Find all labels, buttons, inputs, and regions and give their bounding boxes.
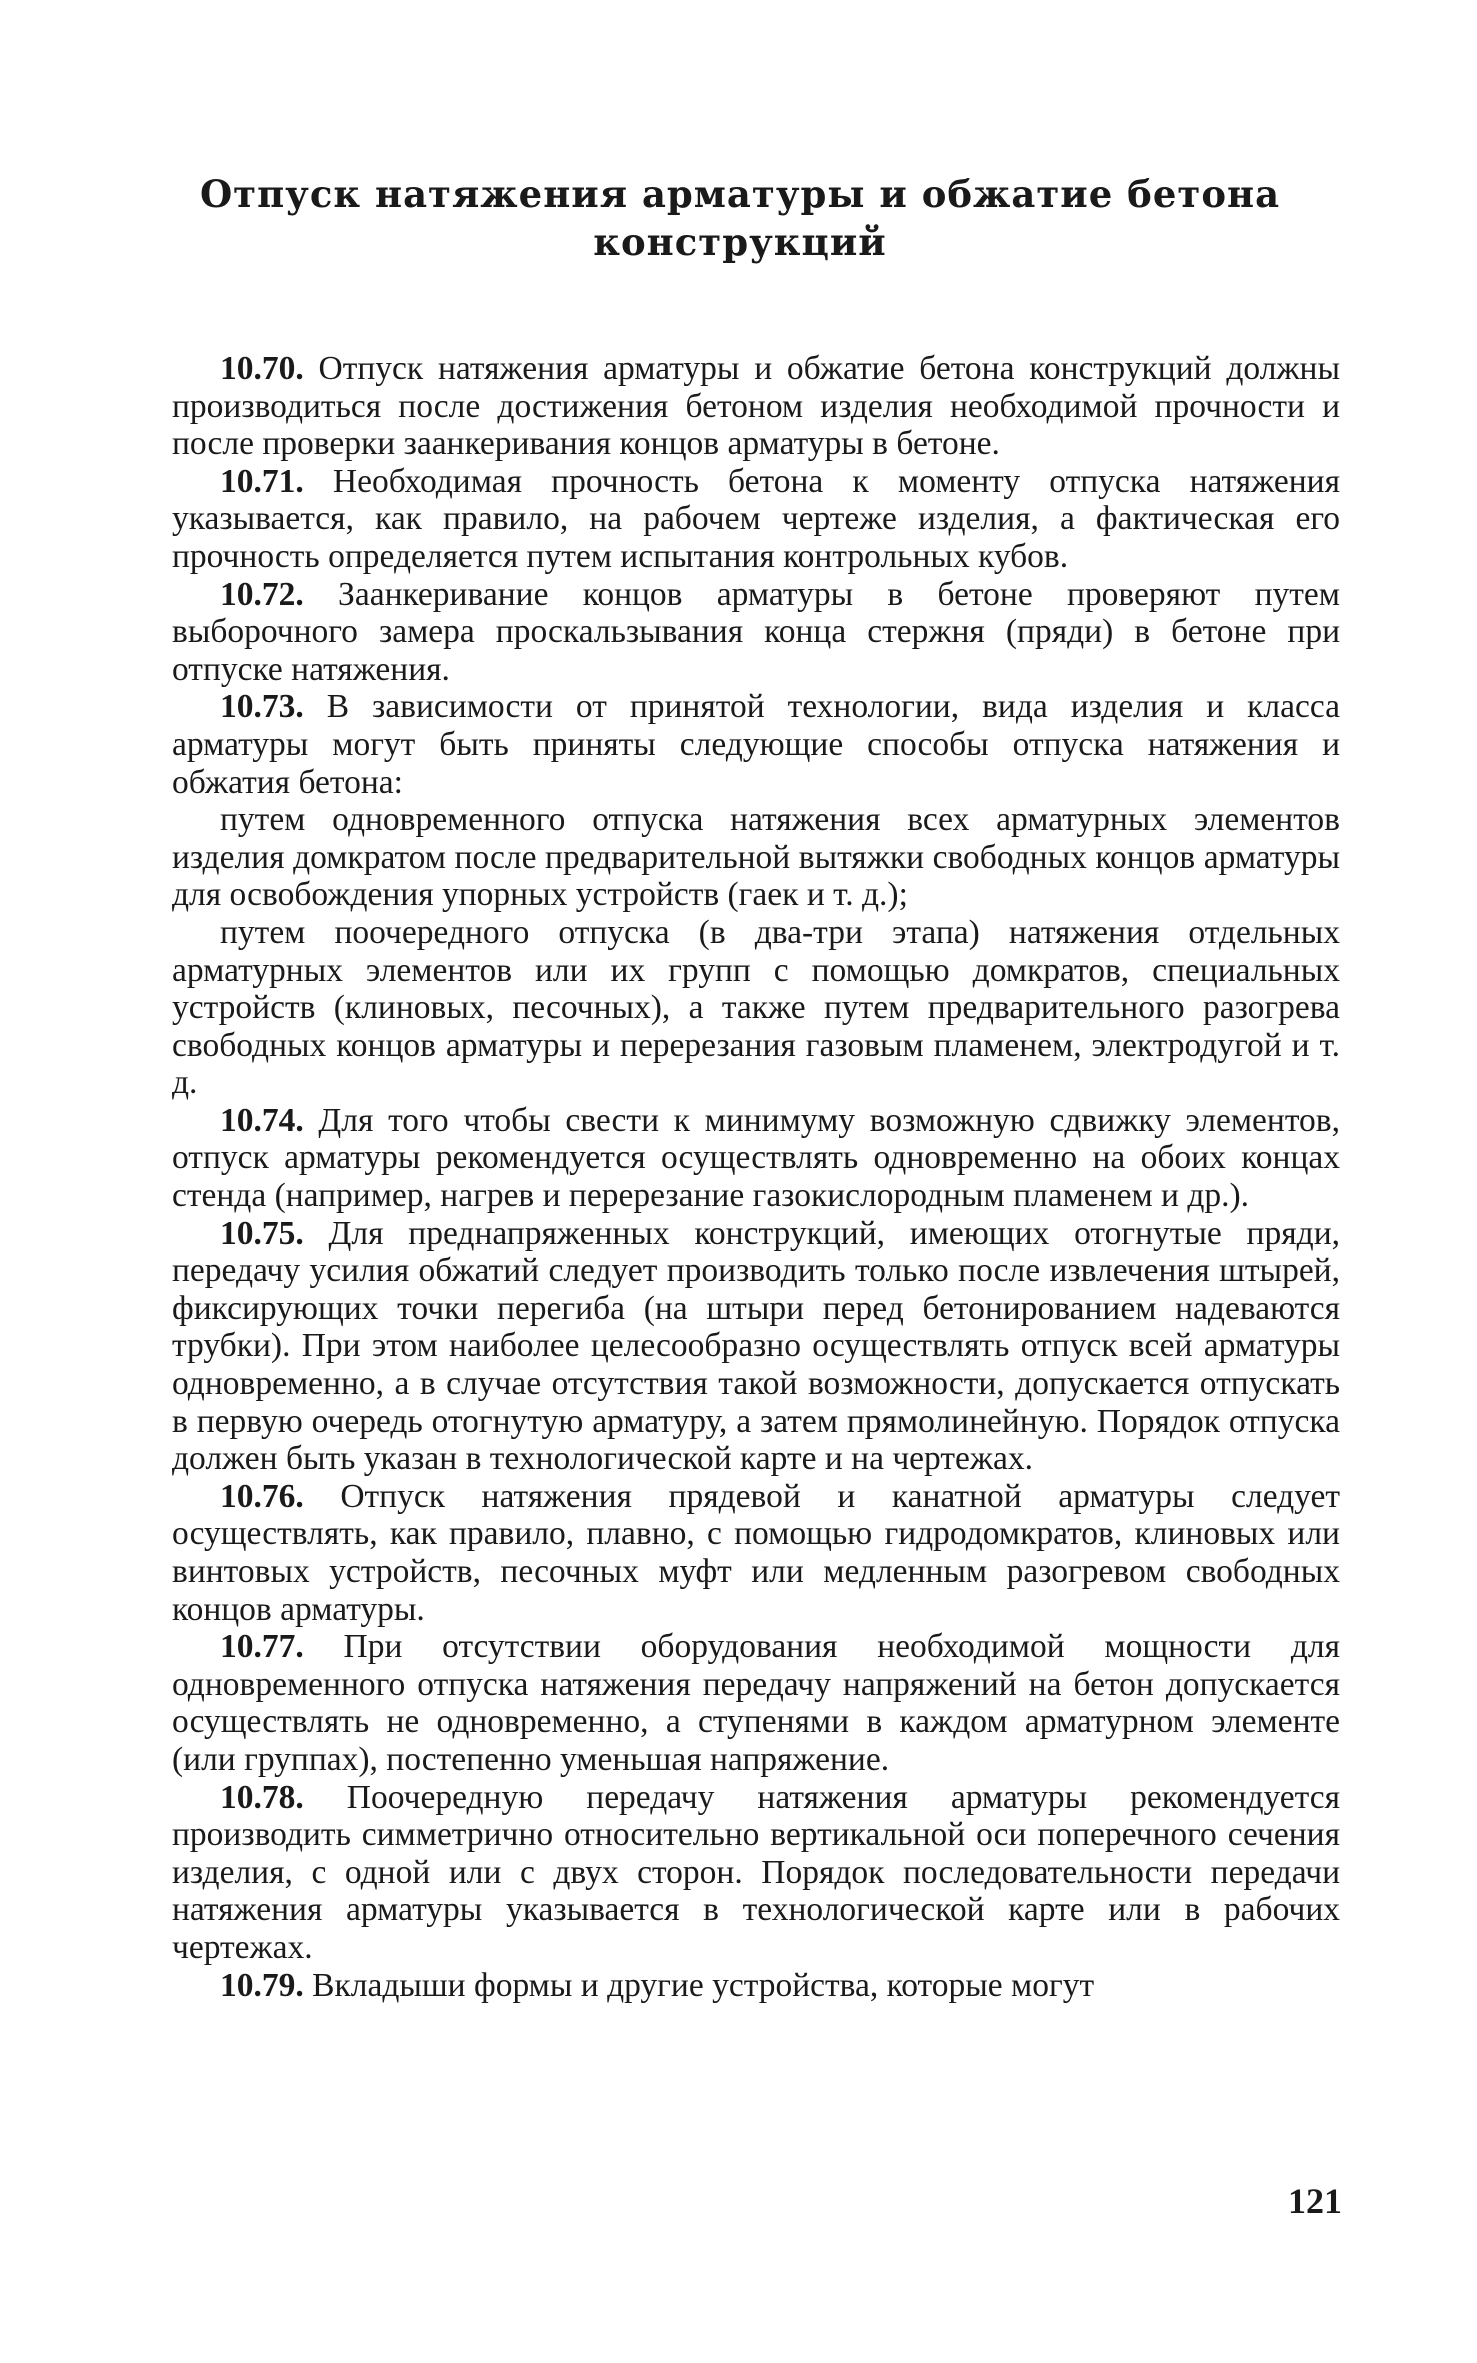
- paragraph-text: Заанкеривание концов арматуры в бетоне проверяют путем выборочного замера проскальзывания конца стержня (пряди) в бетоне при отпуске натяжения.: [172, 575, 1340, 688]
- paragraph-10-72: [172, 576, 1340, 689]
- clause-number: 10.70.: [220, 350, 304, 387]
- title-line-2: конструкций: [593, 220, 887, 264]
- paragraph-10-73: [172, 688, 1340, 801]
- list-item-method-2: [172, 914, 1340, 1102]
- paragraph-text: В зависимости от принятой технологии, вида изделия и класса арматуры могут быть приняты следующие способы отпуска натяжения и обжатия бетона:: [172, 688, 1340, 801]
- clause-number: 10.75.: [220, 1214, 304, 1252]
- title-line-1: Отпуск натяжения арматуры и обжатие бетона: [199, 172, 1281, 216]
- paragraph-text: Для преднапряженных конструкций, имеющих отогнутые пряди, передачу усилия обжатий следует производить только после извлечения штырей, фиксирующих точки перегиба (на штыри перед бетонированием надеваются трубки). При этом наиболее целесообразно осуществлять отпуск всей арматуры одновременно, а в случае отсутствия такой возможности, допускается отпускать в первую очередь отогнутую арматуру, а затем прямолинейную. Порядок отпуска должен быть указан в технологической карте и на чертежах.: [172, 1214, 1340, 1478]
- paragraph-10-71: [172, 463, 1340, 576]
- clause-number: 10.79.: [220, 1966, 304, 2004]
- list-item-method-1: [172, 801, 1340, 914]
- clause-number: 10.73.: [220, 688, 304, 726]
- paragraph-text: Отпуск натяжения прядевой и канатной арматуры следует осуществлять, как правило, плавно, с помощью гидродомкратов, клиновых или винтовых устройств, песочных муфт или медленным разогревом свободных концов арматуры.: [172, 1477, 1340, 1628]
- paragraph-10-78: [172, 1779, 1340, 1967]
- clause-number: 10.72.: [220, 575, 304, 613]
- paragraph-10-70: [172, 350, 1340, 463]
- paragraph-text: путем одновременного отпуска натяжения всех арматурных элементов изделия домкратом после предварительной вытяжки свободных концов арматуры для освобождения упорных устройств (гаек и т. д.);: [172, 801, 1340, 914]
- paragraph-text: путем поочередного отпуска (в два-три этапа) натяжения отдельных арматурных элементов или их групп с помощью домкратов, специальных устройств (клиновых, песочных), а также путем предварительного разогрева свободных концов арматуры и перерезания газовым пламенем, электродугой и т. д.: [172, 913, 1340, 1102]
- clause-number: 10.71.: [220, 462, 304, 500]
- clause-number: 10.77.: [220, 1628, 304, 1666]
- paragraph-text: Необходимая прочность бетона к моменту отпуска натяжения указывается, как правило, на рабочем чертеже изделия, а фактическая его прочность определяется путем испытания контрольных кубов.: [172, 462, 1340, 575]
- clause-number: 10.78.: [220, 1778, 304, 1816]
- paragraph-10-77: [172, 1628, 1340, 1778]
- page-number: 121: [1288, 2181, 1342, 2221]
- paragraph-text: При отсутствии оборудования необходимой мощности для одновременного отпуска натяжения передачу напряжений на бетон допускается осуществлять не одновременно, а ступенями в каждом арматурном элементе (или группах), постепенно уменьшая напряжение.: [172, 1628, 1340, 1778]
- paragraph-10-79: [172, 1967, 1340, 2005]
- paragraph-text: Поочередную передачу натяжения арматуры рекомендуется производить симметрично относительно вертикальной оси поперечного сечения изделия, с одной или с двух сторон. Порядок последовательности передачи натяжения арматуры указывается в технологической карте или в рабочих чертежах.: [172, 1778, 1340, 1966]
- paragraph-text: Отпуск натяжения арматуры и обжатие бетона конструкций должны производиться после достижения бетоном изделия необходимой прочности и после проверки заанкеривания концов арматуры в бетоне.: [172, 350, 1340, 463]
- paragraph-text: Для того чтобы свести к минимуму возможную сдвижку элементов, отпуск арматуры рекомендуется осуществлять одновременно на обоих концах стенда (например, нагрев и перерезание газокислородным пламенем и др.).: [172, 1101, 1340, 1215]
- paragraph-10-74: [172, 1102, 1340, 1215]
- clause-number: 10.76.: [220, 1477, 304, 1515]
- paragraph-10-76: [172, 1478, 1340, 1628]
- body-text: [172, 350, 1340, 2004]
- clause-number: 10.74.: [220, 1101, 304, 1139]
- paragraph-text: Вкладыши формы и другие устройства, которые могут: [303, 1966, 1095, 2004]
- section-title: [170, 170, 1310, 266]
- paragraph-10-75: [172, 1215, 1340, 1478]
